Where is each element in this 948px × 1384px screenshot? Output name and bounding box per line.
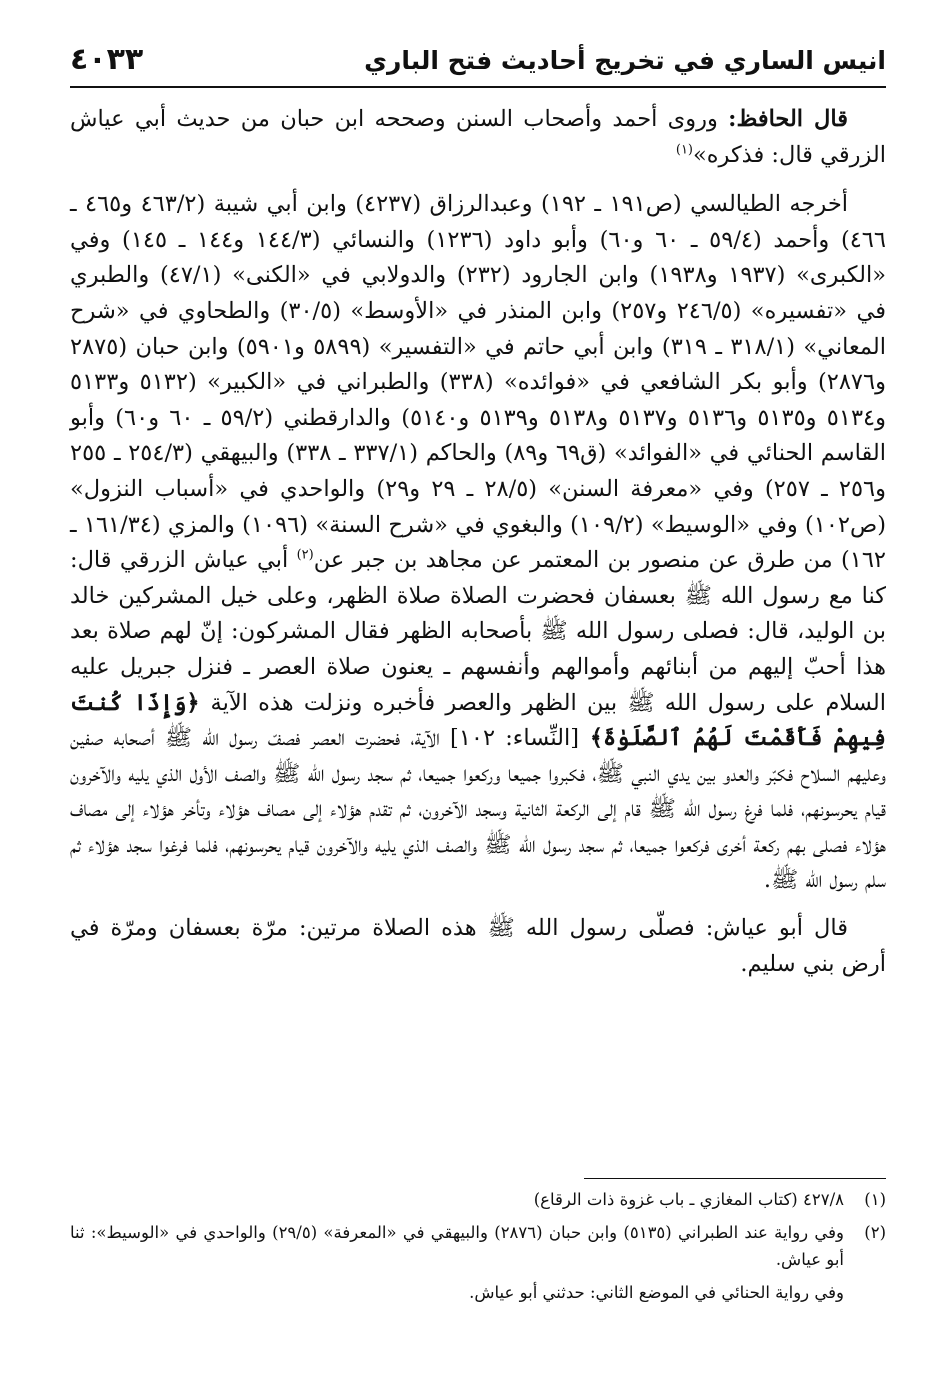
footnotes	[70, 1186, 886, 1312]
footnote-number: (١)	[864, 1190, 886, 1209]
footnote-marker[interactable]: (٢)	[296, 547, 314, 563]
footnote-separator	[584, 1178, 886, 1179]
running-title: انيس الساري في تخريج أحاديث فتح الباري	[364, 46, 886, 75]
footnote-text: وفي رواية الحنائي في الموضع الثاني: حدثني أبو عياش.	[469, 1283, 844, 1302]
footnote-marker[interactable]: (١)	[675, 142, 693, 158]
footnote-text: وفي رواية عند الطبراني (٥١٣٥) وابن حبان (٢٨٧٦) والبيهقي في «المعرفة» (٢٩/٥) والواحدي في «الوسيط»: ثنا أبو عياش.	[70, 1223, 845, 1269]
paragraph-lead: قال الحافظ:	[728, 106, 848, 132]
paragraph-closing	[70, 911, 886, 982]
paragraph-text-continued: [النِّساء: ١٠٢] الآية، فحضرت العصر فصفّ رسول الله ﷺ أصحابه صفين وعليهم السلاح فكبّر والعدو بين يدي النبي ﷺ، فكبروا جميعا وركعوا جميعا، ثم سجد رسول الله ﷺ والصف الأول الذي يليه والآخرون قيام يحرسونهم، فلما فرغ رسول الله ﷺ قام إلى الركعة الثانية وسجد الآخرون، ثم تقدم هؤلاء إلى مصاف هؤلاء وتأخر هؤلاء إلى مصاف هؤلاء فصلى بهم ركعة أخرى فركعوا جميعا، ثم سجد رسول الله ﷺ والصف الذي يليه والآخرون قيام يحرسونهم، فلما فرغوا سجد هؤلاء ثم سلم رسول الله ﷺ.	[70, 725, 886, 894]
footnote-1	[70, 1186, 886, 1213]
header-rule	[70, 86, 886, 88]
paragraph-takhrij	[70, 187, 886, 899]
paragraph-text: وروى أحمد وأصحاب السنن وصححه ابن حبان من حديث أبي عياش الزرقي قال: فذكره»	[70, 106, 886, 168]
footnote-text: ٤٢٧/٨ (كتاب المغازي ـ باب غزوة ذات الرقاع)	[533, 1190, 844, 1209]
footnote-2-continued	[70, 1279, 886, 1306]
footnote-number: (٢)	[864, 1223, 886, 1242]
quran-verse: ﴿وَإِذَا كُنتَ فِيهِمْ فَأَقَمْتَ لَهُمُ ٱلصَّلَوٰةَ﴾	[70, 689, 886, 752]
paragraph-text: قال أبو عياش: فصلّى رسول الله ﷺ هذه الصلاة مرتين: مرّة بعسفان ومرّة في أرض بني سليم.	[70, 915, 886, 977]
main-text	[70, 102, 886, 992]
page-header	[70, 42, 886, 88]
page-number: ٤٠٣٣	[70, 42, 144, 77]
paragraph-text-continued: أبي عياش الزرقي قال: كنا مع رسول الله ﷺ بعسفان فحضرت الصلاة صلاة الظهر، وعلى خيل المشركين خالد بن الوليد، قال: فصلى رسول الله ﷺ بأصحابه الظهر فقال المشركون: إنّ لهم صلاة بعد هذا أحبّ إليهم من أبنائهم وأموالهم وأنفسهم ـ يعنون صلاة العصر ـ فنزل جبريل عليه السلام على رسول الله ﷺ بين الظهر والعصر فأخبره ونزلت هذه الآية	[70, 547, 887, 716]
paragraph-quote	[70, 102, 886, 173]
paragraph-text: أخرجه الطيالسي (ص١٩١ ـ ١٩٢) وعبدالرزاق (٤٢٣٧) وابن أبي شيبة (٤٦٣/٢ و٤٦٥ ـ ٤٦٦) وأحمد (٥٩/٤ ـ ٦٠ و٦٠) وأبو داود (١٢٣٦) والنسائي (١٤٤/٣ و١٤٤ ـ ١٤٥) وفي «الكبرى» (١٩٣٧ و١٩٣٨) وابن الجارود (٢٣٢) والدولابي في «الكنى» (٤٧/١) والطبري في «تفسيره» (٢٤٦/٥ و٢٥٧) وابن المنذر في «الأوسط» (٣٠/٥) والطحاوي في «شرح المعاني» (٣١٨/١ ـ ٣١٩) وابن أبي حاتم في «التفسير» (٥٨٩٩ و٥٩٠١) وابن حبان (٢٨٧٥ و٢٨٧٦) وأبو بكر الشافعي في «فوائده» (٣٣٨) والطبراني في «الكبير» (٥١٣٢ و٥١٣٣ و٥١٣٤ و٥١٣٥ و٥١٣٦ و٥١٣٧ و٥١٣٨ و٥١٣٩ و٥١٤٠) والدارقطني (٥٩/٢ ـ ٦٠ و٦٠) وأبو القاسم الحنائي في «الفوائد» (ق٦٩ و٨٩) والحاكم (٣٣٧/١ ـ ٣٣٨) والبيهقي (٢٥٤/٣ ـ ٢٥٥ و٢٥٦ ـ ٢٥٧) وفي «معرفة السنن» (٢٨/٥ ـ ٢٩ و٢٩) والواحدي في «أسباب النزول» (ص١٠٢) وفي «الوسيط» (١٠٩/٢) والبغوي في «شرح السنة» (١٠٩٦) والمزي (١٦١/٣٤ ـ ١٦٢) من طرق عن منصور بن المعتمر عن مجاهد بن جبر عن	[70, 191, 887, 574]
footnote-2	[70, 1219, 886, 1273]
